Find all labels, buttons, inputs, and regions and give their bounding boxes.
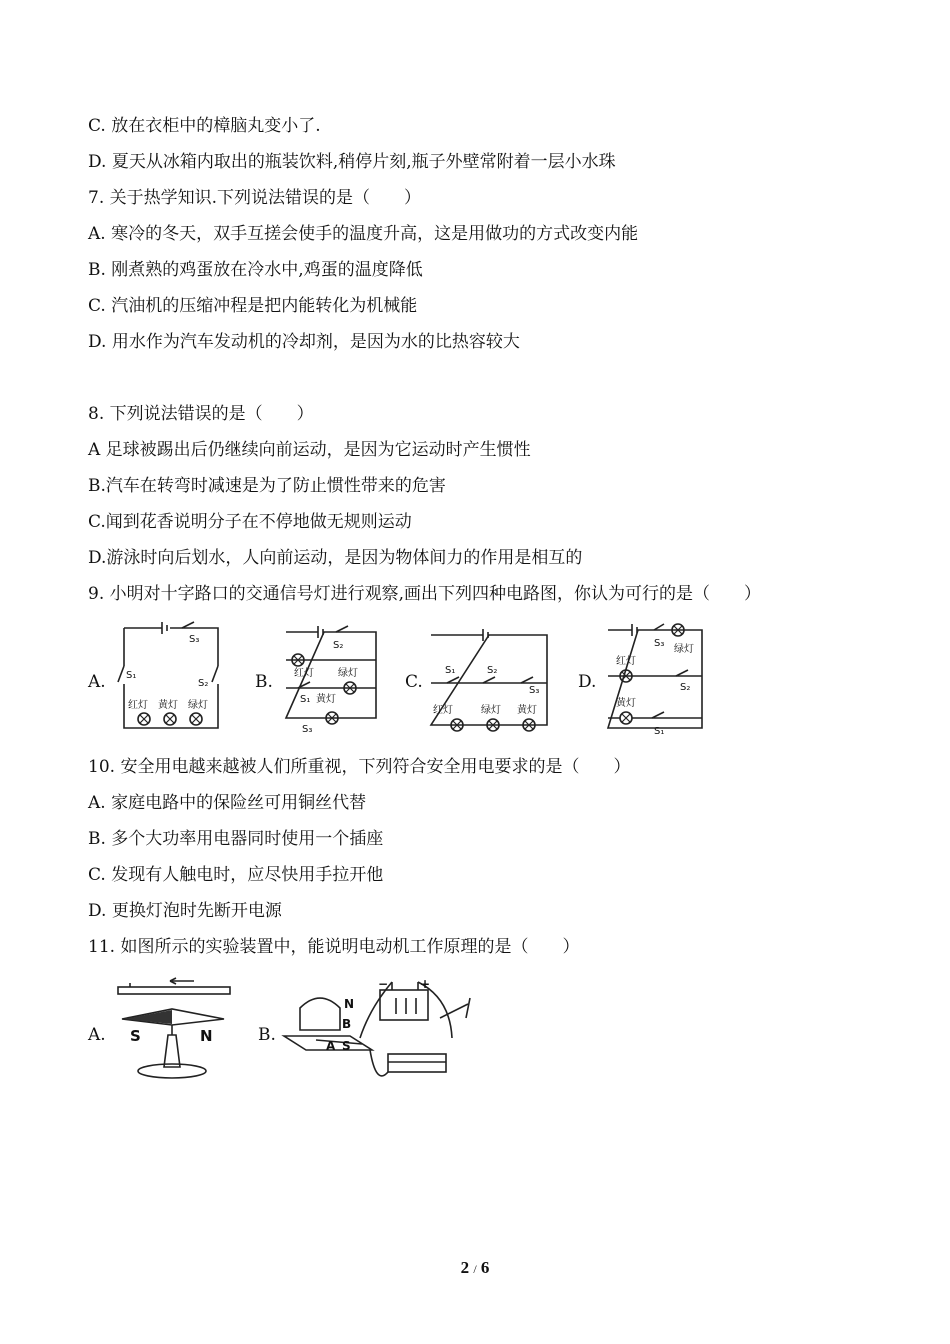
lamp-label: 绿灯 [338, 668, 358, 679]
lamp-label: 绿灯 [481, 705, 501, 716]
text-line: B.汽车在转弯时减速是为了防止惯性带来的危害 [88, 476, 446, 496]
page-total: 6 [480, 1258, 490, 1277]
switch-label: S₃ [654, 638, 665, 649]
switch-label: S₃ [189, 634, 200, 645]
text-line: D. 用水作为汽车发动机的冷却剂，是因为水的比热容较大 [88, 332, 520, 352]
question-7: 7. 关于热学知识.下列说法错误的是（ ） [88, 188, 422, 208]
option-label: D. [578, 672, 597, 692]
circuit-diagram-b [278, 620, 383, 735]
pole-label-s: S [342, 1039, 351, 1053]
text-line: D. 夏天从冰箱内取出的瓶装饮料,稍停片刻,瓶子外壁常附着一层小水珠 [88, 152, 616, 172]
switch-label: S₂ [333, 640, 344, 651]
rod-label-b: B [342, 1017, 352, 1031]
question-11: 11. 如图所示的实验装置中，能说明电动机工作原理的是（ ） [88, 937, 580, 957]
question-9: 9. 小明对十字路口的交通信号灯进行观察,画出下列四种电路图，你认为可行的是（ ） [88, 584, 762, 604]
page-separator: / [473, 1262, 477, 1276]
lamp-label: 绿灯 [188, 700, 208, 711]
text-line: D.游泳时向后划水，人向前运动，是因为物体间力的作用是相互的 [88, 548, 583, 568]
circuit-diagram-c [425, 625, 555, 735]
page-current: 2 [460, 1258, 470, 1277]
lamp-label: 黄灯 [616, 698, 636, 709]
pole-label-n: N [200, 1027, 213, 1045]
switch-label: S₂ [680, 682, 691, 693]
terminal-plus: + [420, 978, 431, 991]
lamp-label: 黄灯 [517, 705, 537, 716]
option-label: B. [255, 672, 273, 692]
lamp-label: 红灯 [294, 668, 314, 679]
rod-label-a: A [326, 1039, 336, 1053]
terminal-minus: − [378, 978, 389, 991]
text-line: C. 放在衣柜中的樟脑丸变小了. [88, 116, 321, 136]
text-line: B. 刚煮熟的鸡蛋放在冷水中,鸡蛋的温度降低 [88, 260, 423, 280]
option-label: C. [405, 672, 423, 692]
text-line: C. 发现有人触电时，应尽快用手拉开他 [88, 865, 384, 885]
option-label: B. [258, 1025, 276, 1045]
magnetic-needle-diagram [112, 975, 240, 1085]
pole-label-s: S [130, 1027, 141, 1045]
text-line: D. 更换灯泡时先断开电源 [88, 901, 282, 921]
text-line: A. 家庭电路中的保险丝可用铜丝代替 [88, 793, 367, 813]
question-8: 8. 下列说法错误的是（ ） [88, 404, 314, 424]
lamp-label: 红灯 [128, 700, 148, 711]
option-label: A. [88, 1025, 106, 1045]
text-line: C.闻到花香说明分子在不停地做无规则运动 [88, 512, 412, 532]
switch-label: S₂ [487, 665, 498, 676]
switch-label: S₁ [126, 670, 137, 681]
circuit-diagram-a [110, 620, 230, 735]
text-line: C. 汽油机的压缩冲程是把内能转化为机械能 [88, 296, 418, 316]
question-10: 10. 安全用电越来越被人们所重视，下列符合安全用电要求的是（ ） [88, 757, 631, 777]
page-number [0, 1258, 950, 1278]
switch-label: S₁ [654, 726, 665, 737]
circuit-diagram-d [602, 620, 710, 738]
lamp-label: 绿灯 [674, 644, 694, 655]
text-line: A 足球被踢出后仍继续向前运动，是因为它运动时产生惯性 [88, 440, 531, 460]
lamp-label: 红灯 [616, 656, 636, 667]
switch-label: S₃ [529, 685, 540, 696]
switch-label: S₃ [302, 724, 313, 735]
lamp-label: 黄灯 [158, 700, 178, 711]
text-line: A. 寒冷的冬天，双手互搓会使手的温度升高，这是用做功的方式改变内能 [88, 224, 639, 244]
lamp-label: 红灯 [433, 705, 453, 716]
switch-label: S₁ [300, 694, 311, 705]
pole-label-n: N [344, 997, 355, 1011]
switch-label: S₂ [198, 678, 209, 689]
switch-label: S₁ [445, 665, 456, 676]
lamp-label: 黄灯 [316, 694, 336, 705]
text-line: B. 多个大功率用电器同时使用一个插座 [88, 829, 384, 849]
motor-experiment-diagram [280, 978, 480, 1090]
option-label: A. [88, 672, 106, 692]
